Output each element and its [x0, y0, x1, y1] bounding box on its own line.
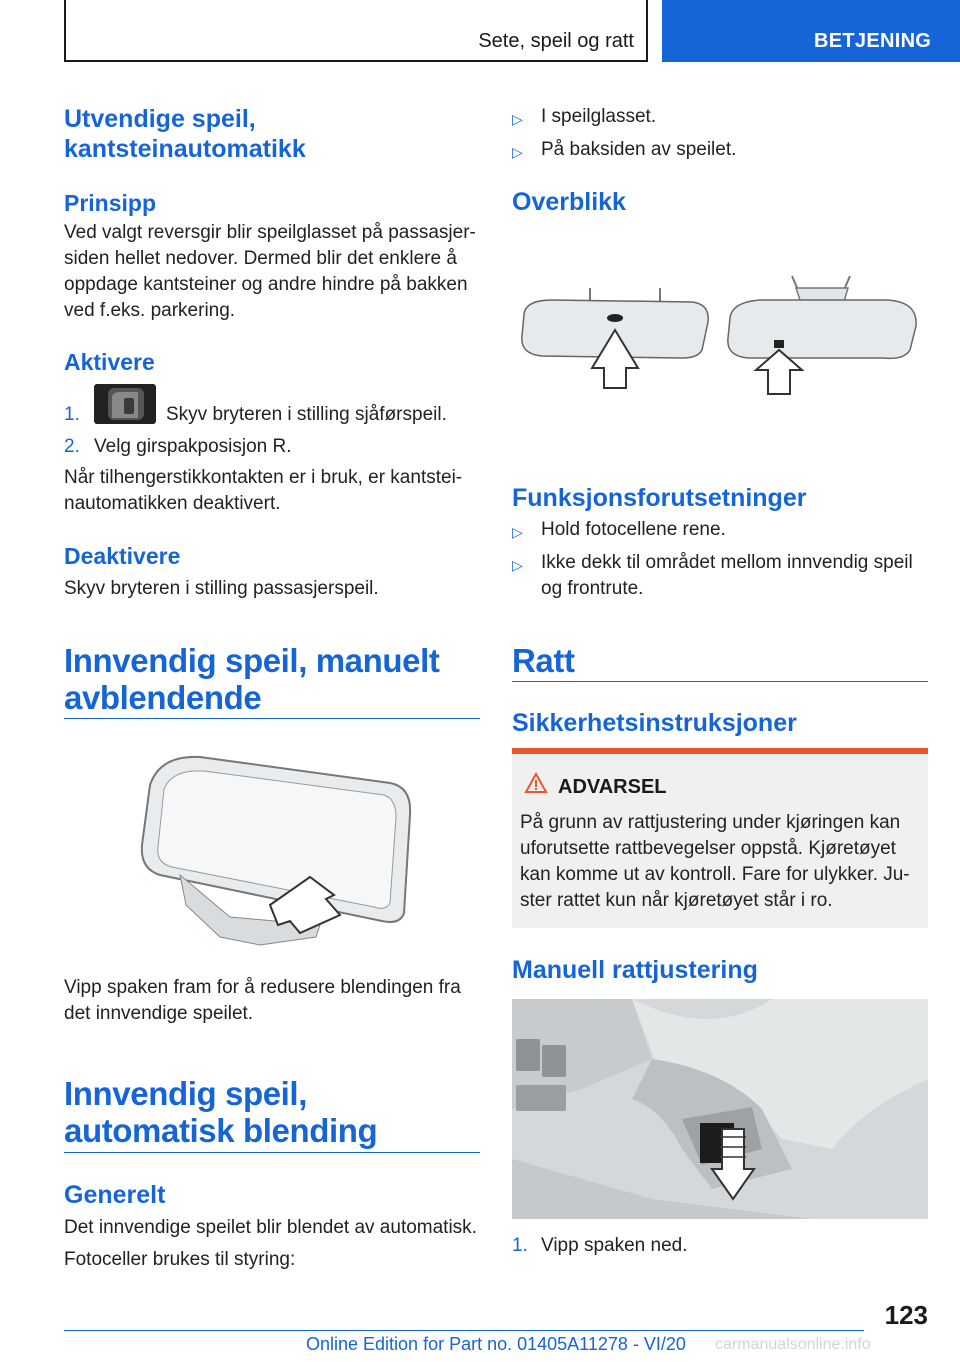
manuell-step-text: Vipp spaken ned.: [541, 1235, 688, 1256]
triangle-bullet-icon: ▷: [512, 557, 523, 573]
mirror-lever-illustration: [120, 745, 430, 950]
aktivere-note: Når tilhengerstikkontakten er i bruk, er kantstei-nautomatikken deaktivert.: [64, 467, 463, 514]
switch-icon: [94, 384, 156, 424]
watermark: carmanualsonline.info: [715, 1336, 871, 1353]
step-1-number: 1.: [64, 404, 80, 425]
prinsipp-text: Ved valgt reversgir blir speilglasset på passasjer-siden hellet nedover. Dermed blir det enklere å oppdage kantsteiner og andre hindre på bakken ved f.eks. parkering.: [64, 222, 476, 321]
warning-box: [512, 754, 928, 928]
page-number: 123: [884, 1300, 928, 1330]
heading-sikkerhetsinstruksjoner: Sikkerhetsinstruksjoner: [512, 709, 797, 737]
header-section-title: Sete, speil og ratt: [478, 30, 634, 52]
generelt-text-1: Det innvendige speilet blir blendet av automatisk.: [64, 1217, 477, 1238]
header-chapter-title: BETJENING: [814, 30, 932, 52]
divider: [64, 718, 480, 719]
warning-label: ADVARSEL: [558, 776, 667, 798]
heading-overblikk: Overblikk: [512, 188, 626, 216]
heading-innvendig-manuelt: Innvendig speil, manuelt avblendende: [64, 642, 440, 716]
divider: [64, 1152, 480, 1153]
heading-funksjonsforutsetninger: Funksjonsforutsetninger: [512, 484, 807, 512]
header-section-box: [64, 0, 648, 62]
triangle-bullet-icon: ▷: [512, 144, 523, 160]
step-2-text: Velg girspakposisjon R.: [94, 436, 292, 457]
bullet-text: På baksiden av speilet.: [541, 139, 737, 160]
triangle-bullet-icon: ▷: [512, 524, 523, 540]
step-2-number: 2.: [64, 436, 80, 457]
footer-rule: [64, 1330, 864, 1331]
mirror-photocell-illustration: [512, 266, 928, 406]
triangle-bullet-icon: ▷: [512, 111, 523, 127]
manuell-step-number: 1.: [512, 1235, 528, 1256]
generelt-text-2: Fotoceller brukes til styring:: [64, 1249, 296, 1270]
warning-triangle-icon: [524, 772, 548, 794]
heading-prinsipp: Prinsipp: [64, 190, 157, 216]
steering-lever-illustration: [512, 999, 928, 1219]
bullet-text: Ikke dekk til området mellom innvendig speil og frontrute.: [541, 552, 913, 599]
header-chapter-box: [662, 0, 960, 62]
divider: [512, 681, 928, 682]
heading-ratt: Ratt: [512, 642, 575, 679]
manual-text: Vipp spaken fram for å redusere blendingen fra det innvendige speilet.: [64, 977, 461, 1024]
heading-aktivere: Aktivere: [64, 349, 155, 375]
heading-utvendige-speil: Utvendige speil, kantsteinautomatikk: [64, 105, 306, 163]
step-1-text: Skyv bryteren i stilling sjåførspeil.: [166, 404, 447, 425]
footer-edition: Online Edition for Part no. 01405A11278 - VI/20: [306, 1334, 686, 1354]
deaktivere-text: Skyv bryteren i stilling passasjerspeil.: [64, 578, 379, 599]
bullet-text: I speilglasset.: [541, 106, 657, 127]
warning-text: På grunn av rattjustering under kjøringen kan uforutsette rattbevegelser oppstå. Kjøretøyet kan komme ut av kontroll. Fare for ulykker. Ju-ster rattet kun når kjøretøyet står i ro.: [520, 812, 910, 911]
heading-manuell-rattjustering: Manuell rattjustering: [512, 956, 758, 984]
heading-innvendig-automatisk: Innvendig speil, automatisk blending: [64, 1075, 378, 1149]
heading-deaktivere: Deaktivere: [64, 543, 181, 569]
heading-generelt: Generelt: [64, 1181, 166, 1209]
bullet-text: Hold fotocellene rene.: [541, 519, 726, 540]
